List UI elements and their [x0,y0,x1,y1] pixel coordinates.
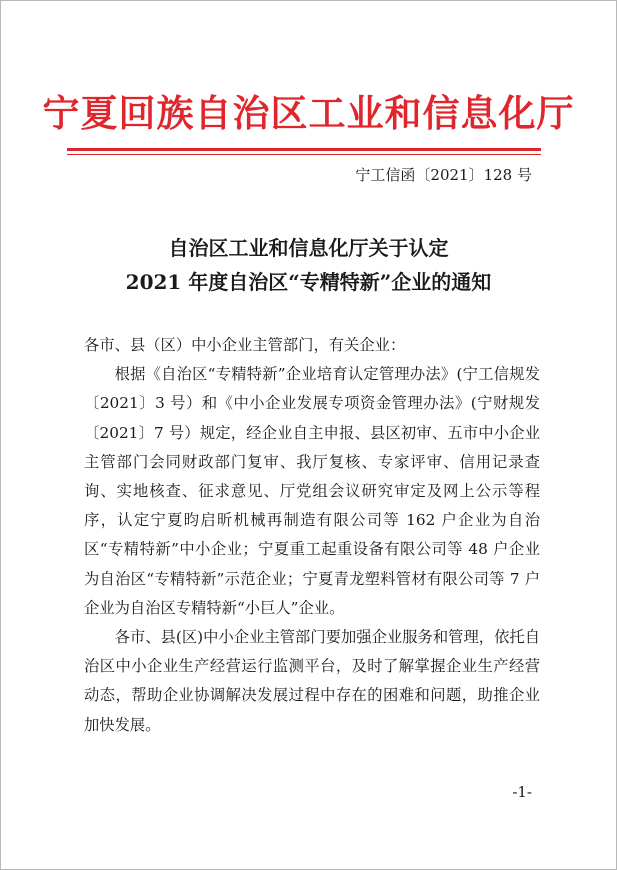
title-line-2: 2021 年度自治区“专精特新”企业的通知 [125,270,492,294]
body-paragraph-2: 各市、县(区)中小企业主管部门要加强企业服务和管理，依托自治区中小企业生产经营运行监测平台，及时了解掌握企业生产经营动态，帮助企业协调解决发展过程中存在的困难和问题，助推企业加快发展。 [84,628,540,734]
red-divider-thick [67,148,541,151]
issuing-authority-header: 宁夏回族自治区工业和信息化厅 [42,91,575,135]
body-paragraph-1: 根据《自治区“专精特新”企业培育认定管理办法》(宁工信规发〔2021〕3 号）和《中小企业发展专项资金管理办法》(宁财规发〔2021〕7 号）规定，经企业自主申报、县区初审、五市中小企业主管部门会同财政部门复审、我厅复核、专家评审、信用记录查询、实地核查、征求意见、厅党组会议研究审定及网上公示等程序，认定宁夏昀启昕机械再制造有限公司等 162 户企业为自治区“专精特新”中小企业；宁夏重工起重设备有限公司等 48 户企业为自治区“专精特新”示范企业；宁夏青龙塑料管材有限公司等 7 户企业为自治区专精特新“小巨人”企业。 [84,365,540,617]
document-body [84,331,540,740]
document-title [1,231,616,299]
document-number: 宁工信函〔2021〕128 号 [355,166,532,184]
salutation: 各市、县（区）中小企业主管部门，有关企业： [84,336,406,354]
red-divider-thin [67,154,541,155]
page-number: -1- [512,783,532,801]
title-line-1: 自治区工业和信息化厅关于认定 [168,236,449,260]
